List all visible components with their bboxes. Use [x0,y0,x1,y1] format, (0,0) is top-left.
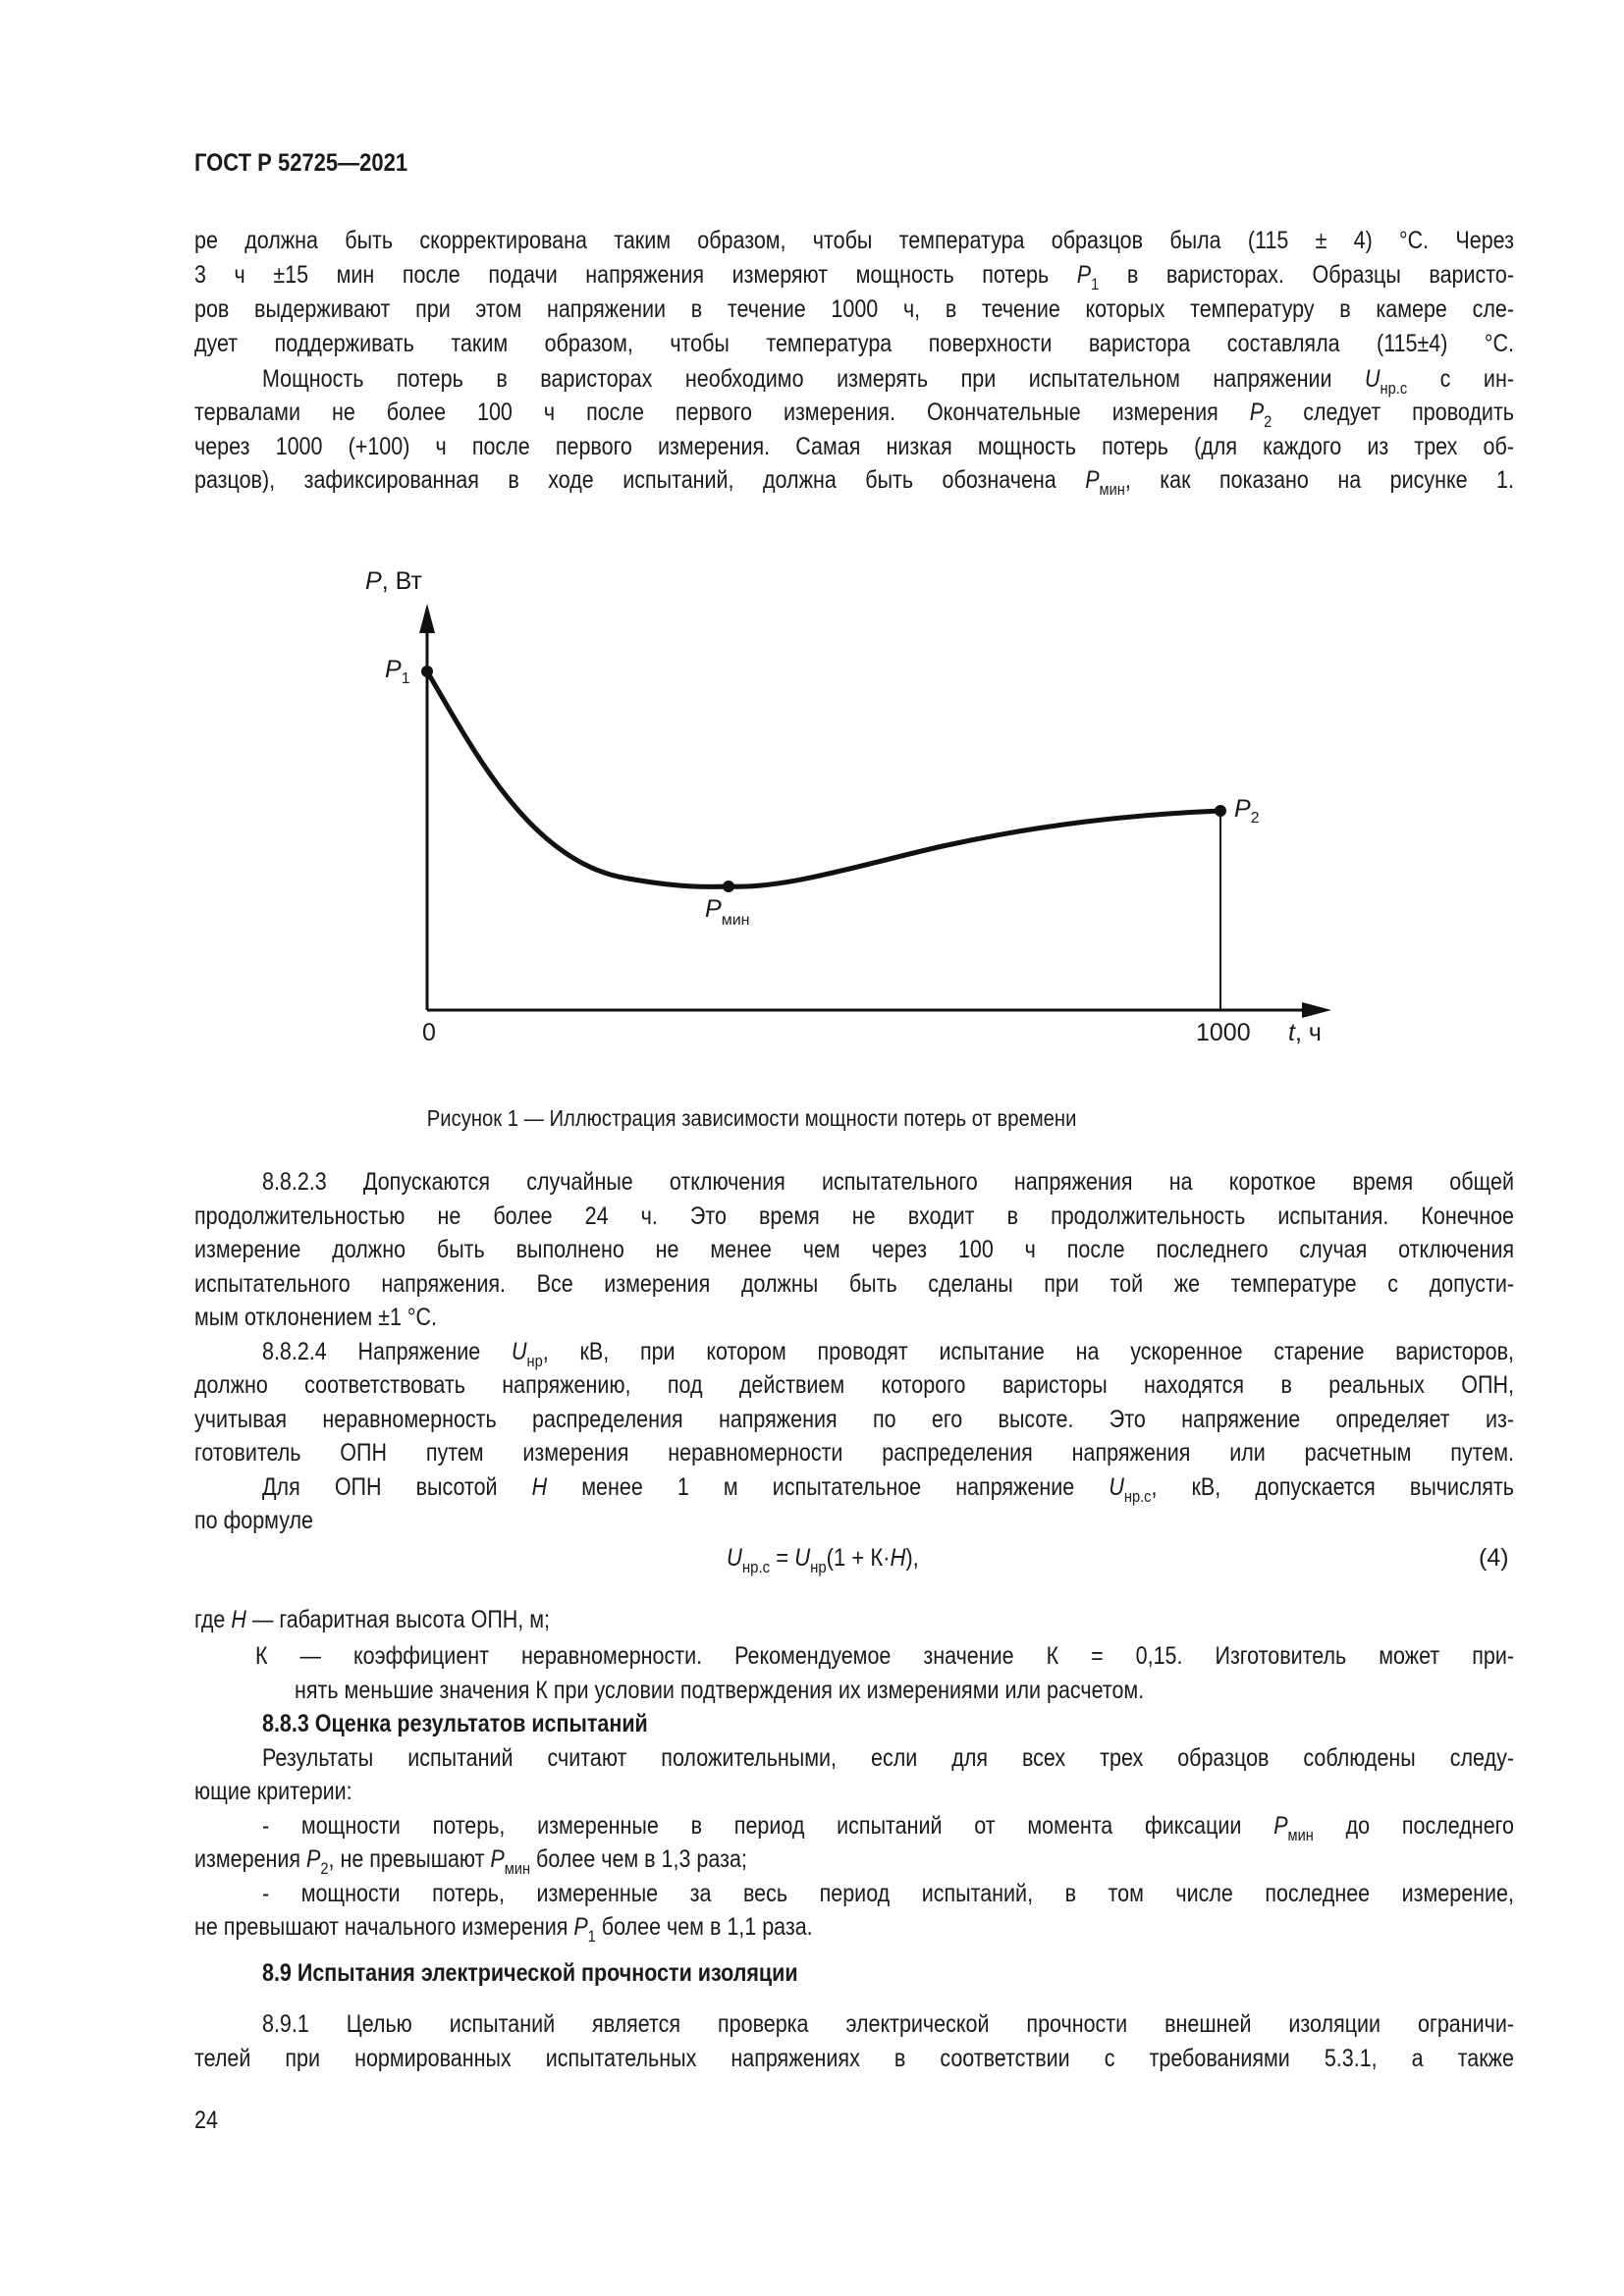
text-line [194,1269,1514,1299]
point-p1 [421,666,433,677]
text-run: должно соответствовать напряжению, под действием которого варисторы находятся в реальных ОПН, [194,1371,1514,1399]
formula-number: (4) [1479,1544,1509,1572]
text-run: до последнего [1313,1812,1514,1840]
math-symbol: P [306,1845,321,1873]
math-symbol: P [490,1845,505,1873]
text-line [194,1438,1514,1468]
document-header: ГОСТ Р 52725—2021 [194,149,408,177]
x-axis-label: t, ч [1288,1019,1322,1046]
text-run: учитывая неравномерность распределения напряжения по его высоте. Это напряжение определяет из- [194,1406,1514,1433]
text-line [194,1844,747,1884]
math-symbol: P [1076,261,1092,289]
text-line [194,1235,1514,1264]
text-run: менее 1 м испытательное напряжение [547,1473,1110,1501]
pmin-label: $P_{мин}$ [705,895,750,929]
subscript: мин [1287,1825,1314,1844]
text-line [255,1641,1514,1671]
text-run: не превышают начального измерения [194,1913,574,1941]
y-axis-arrow [419,604,435,633]
text-run: , не превышают [328,1845,491,1873]
text-run: продолжительностью не более 24 ч. Это время не входит в продолжительность испытания. Конечное [194,1202,1514,1230]
subscript: 2 [1264,411,1272,431]
text-run: следует проводить [1272,399,1514,426]
text-run: Результаты испытаний считают положительными, если для всех трех образцов соблюдены следу- [262,1744,1514,1772]
text-run: измерения [194,1845,307,1873]
text-line [295,1676,1144,1705]
text-run: через 1000 (+100) ч после первого измерения. Самая низкая мощность потерь (для каждого из трех об- [194,433,1514,460]
text-run: Мощность потерь в варисторах необходимо измерять при испытательном напряжении [262,365,1366,393]
subscript: нр [526,1351,543,1370]
x-tick-0: 0 [422,1019,436,1046]
subscript: 2 [320,1858,329,1878]
text-run: разцов), зафиксированная в ходе испытаний, должна быть обозначена [194,466,1086,494]
text-run: 8.9 Испытания электрической прочности изоляции [262,1959,798,1987]
section-heading [262,1958,798,1988]
text-line [194,1370,1514,1400]
text-run: тервалами не более 100 ч после первого измерения. Окончательные измерения [194,399,1250,426]
math-symbol: U [1365,365,1380,393]
math-symbol: U [511,1338,527,1365]
text-run: К — коэффициент неравномерности. Рекомендуемое значение К = 0,15. Изготовитель может при- [255,1642,1514,1670]
figure-caption: Рисунок 1 — Иллюстрация зависимости мощности потерь от времени [426,1105,1077,1131]
text-run: по формуле [194,1507,313,1534]
text-run: измерение должно быть выполнено не менее чем через 100 ч после последнего случая отключения [194,1236,1514,1263]
text-run: мым отклонением ±1 °C. [194,1304,437,1331]
math-symbol: P [1085,466,1100,494]
text-run: 8.8.2.4 Напряжение [262,1338,512,1365]
text-run: в варисторах. Образцы варисто- [1099,261,1514,289]
text-line [262,2009,1514,2039]
math-symbol: P [1273,1812,1288,1840]
text-line [194,1777,352,1806]
text-run: более чем в 1,3 раза; [530,1845,747,1873]
text-run: где [194,1606,232,1633]
math-symbol: H [231,1606,246,1633]
text-run: дует поддерживать таким образом, чтобы температура поверхности варистора составляла (115±4) °C. [194,330,1514,357]
subscript: нр.с [1123,1486,1152,1506]
subscript: 1 [587,1926,596,1946]
text-run: 8.8.2.3 Допускаются случайные отключения испытательного напряжения на короткое время общей [262,1168,1514,1196]
text-run: готовитель ОПН путем измерения неравномерности распределения напряжения или расчетным путем. [194,1439,1514,1467]
text-run: , как показано на рисунке 1. [1124,466,1514,494]
math-symbol: P [1249,399,1265,426]
point-pmin [723,881,734,892]
math-symbol: H [531,1473,548,1501]
text-run: с ин- [1407,365,1514,393]
text-run: , кВ, допускается вычислять [1151,1473,1514,1501]
text-line [262,1743,1514,1773]
formula: $U_{нр.с} = U_{нр}(1 + К\cdot H)$, [727,1544,919,1576]
text-run: 8.8.3 Оценка результатов испытаний [262,1710,648,1737]
text-run: ющие критерии: [194,1778,352,1805]
math-symbol: P [573,1913,588,1941]
text-run: - мощности потерь, измеренные в период испытаний от момента фиксации [262,1812,1274,1840]
text-line [194,2044,1514,2073]
text-run: ров выдерживают при этом напряжении в течение 1000 ч, в течение которых температуру в камере сле- [194,295,1514,323]
x-axis-arrow [1302,1002,1331,1018]
subscript: мин [504,1858,531,1878]
text-run: , кВ, при котором проводят испытание на ускоренное старение варисторов, [542,1338,1514,1365]
text-line [194,1303,437,1332]
text-line [194,1506,313,1535]
text-run: — габаритная высота ОПН, м; [245,1606,551,1633]
x-tick-1000: 1000 [1196,1019,1251,1046]
text-run: телей при нормированных испытательных напряжениях в соответствии с требованиями 5.3.1, а также [194,2045,1514,2072]
subscript: мин [1099,479,1125,499]
text-run: - мощности потерь, измеренные за весь период испытаний, в том числе последнее измерение, [262,1880,1514,1907]
section-heading [262,1709,648,1738]
text-run: нять меньшие значения К при условии подтверждения их измерениями или расчетом. [295,1677,1145,1704]
power-curve [427,671,1220,886]
text-line [194,1405,1514,1434]
text-line [194,1912,813,1951]
text-line [194,1605,550,1634]
page-number: 24 [194,2107,218,2134]
point-p2 [1215,805,1226,817]
text-line [262,1472,1514,1512]
p1-label: $P_1$ [385,656,410,687]
text-line [194,1201,1514,1231]
subscript: 1 [1091,274,1100,294]
text-run: 8.9.1 Целью испытаний является проверка электрической прочности внешней изоляции ограничи- [262,2010,1514,2038]
subscript: нр.с [1380,378,1408,398]
text-run: ре должна быть скорректирована таким образом, чтобы температура образцов была (115 ± 4) °C. Через [194,227,1514,254]
p2-label: $P_2$ [1234,795,1260,827]
text-run: более чем в 1,1 раза. [595,1913,813,1941]
text-run: испытательного напряжения. Все измерения должны быть сделаны при той же температуре с допусти- [194,1270,1514,1298]
text-run: 3 ч ±15 мин после подачи напряжения измеряют мощность потерь [194,261,1077,289]
text-run: Для ОПН высотой [262,1473,532,1501]
text-line [262,1879,1514,1908]
y-axis-label: P, Вт [365,567,422,595]
math-symbol: U [1109,1473,1124,1501]
